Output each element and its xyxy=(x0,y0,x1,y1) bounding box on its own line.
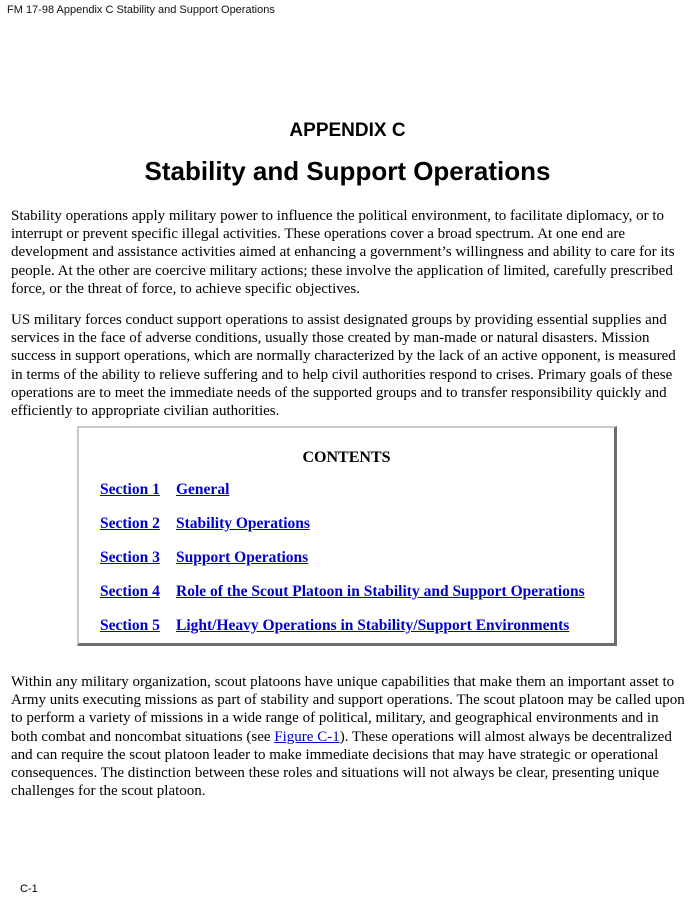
toc-section-1-link[interactable]: Section 1 xyxy=(100,481,160,498)
toc-row-section-4 xyxy=(100,583,585,605)
toc-row-section-3 xyxy=(100,549,308,571)
toc-section-5-link[interactable]: Section 5 xyxy=(100,617,160,634)
intro-paragraph-support: US military forces conduct support operations to assist designated groups by providing essential supplies and services in the face of adverse conditions, usually those created by man-made or natural disasters. Mission success in support operations, which are normally characterized by the lack of an active opponent, is measured in terms of the ability to relieve suffering and to help civil authorities respond to crises. Primary goals of these operations are to meet the immediate needs of the supported groups and to transfer responsibility quickly and efficiently to appropriate civilian authorities. xyxy=(11,312,676,420)
toc-section-2-title-link[interactable]: Stability Operations xyxy=(176,515,310,532)
toc-section-4-link[interactable]: Section 4 xyxy=(100,583,160,600)
toc-section-3-link[interactable]: Section 3 xyxy=(100,549,160,566)
scout-paragraph-text-start: Within any military organization, scout platoons have unique capabilities that make them an important asset to Army units executing missions as part of stability and support operations. The scout platoon may be called upon to perform a variety of missions in a wide range of political, military, and geographical environments and in both combat and noncombat situations (see xyxy=(11,674,685,745)
toc-section-5-title-link[interactable]: Light/Heavy Operations in Stability/Support Environments xyxy=(176,617,570,634)
toc-section-4-title-link[interactable]: Role of the Scout Platoon in Stability and Support Operations xyxy=(176,583,585,600)
toc-section-2-link[interactable]: Section 2 xyxy=(100,515,160,532)
toc-row-section-1 xyxy=(100,481,229,503)
contents-title: CONTENTS xyxy=(302,449,391,466)
toc-section-1-title-link[interactable]: General xyxy=(176,481,230,498)
toc-row-section-2 xyxy=(100,515,310,537)
toc-section-3-title-link[interactable]: Support Operations xyxy=(176,549,309,566)
appendix-label: APPENDIX C xyxy=(289,120,406,141)
intro-paragraph-stability: Stability operations apply military power to influence the political environment, to facilitate diplomacy, or to interrupt or prevent specific illegal activities. These operations cover a broad spectrum. At one end are development and assistance activities aimed at enhancing a government’s willingness and ability to care for its people. At the other are coercive military actions; these involve the application of limited, carefully prescribed force, or the threat of force, to achieve specific objectives. xyxy=(11,208,675,297)
toc-row-section-5 xyxy=(100,617,569,639)
scout-paragraph-text-end: ). These operations will almost always be decentralized and can require the scout platoon leader to make immediate decisions that may have strategic or operational consequences. The distinction between these roles and situations will not always be clear, presenting unique challenges for the scout platoon. xyxy=(11,728,672,800)
running-header: FM 17-98 Appendix C Stability and Support Operations xyxy=(7,4,275,16)
scout-platoon-paragraph xyxy=(11,673,687,800)
page-number: C-1 xyxy=(20,883,38,895)
contents-box xyxy=(77,426,617,646)
page-title: Stability and Support Operations xyxy=(144,156,551,186)
figure-c1-link[interactable]: Figure C-1 xyxy=(274,728,340,745)
